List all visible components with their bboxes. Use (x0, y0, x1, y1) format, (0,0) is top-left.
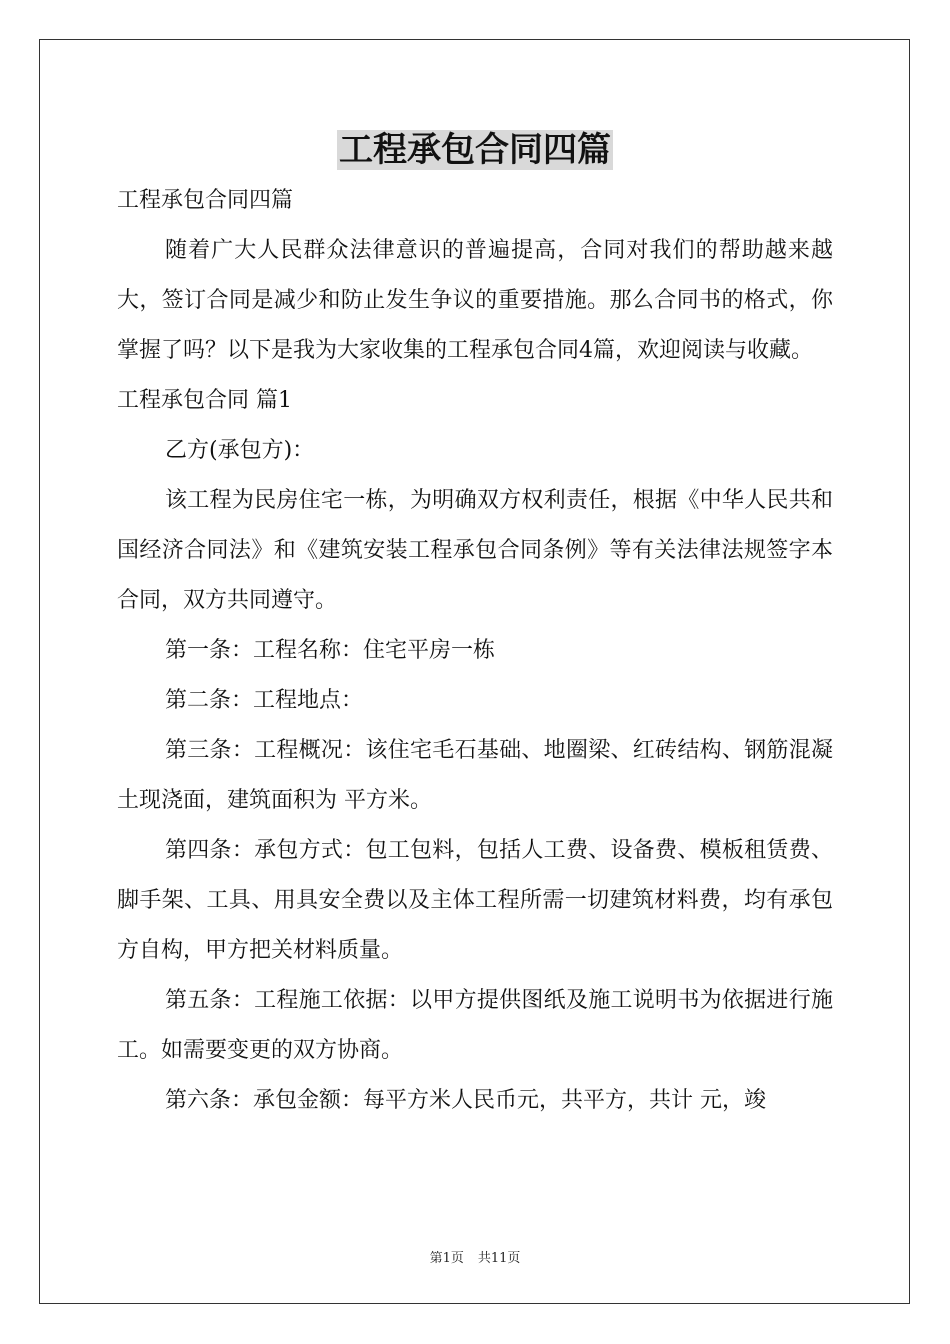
clause-2: 第二条：工程地点： (165, 688, 364, 713)
paragraph-intro: 随着广大人民群众法律意识的普遍提高，合同对我们的帮助越来越大，签订合同是减少和防止发生争议的重要措施。那么合同书的格式，你掌握了吗？以下是我为大家收集的工程承包合同4篇，欢迎阅读与收藏。 (117, 238, 833, 363)
clause-5: 第五条：工程施工依据：以甲方提供图纸及施工说明书为依据进行施工。如需要变更的双方协商。 (117, 988, 833, 1063)
paragraph-preamble: 该工程为民房住宅一栋，为明确双方权利责任，根据《中华人民共和国经济合同法》和《建筑安装工程承包合同条例》等有关法律法规签字本合同，双方共同遵守。 (117, 488, 833, 613)
page-total: 共11页 (477, 1251, 521, 1266)
clause-3: 第三条：工程概况：该住宅毛石基础、地圈梁、红砖结构、钢筋混凝土现浇面，建筑面积为 平方米。 (117, 738, 833, 813)
page-number: 第1页 (429, 1251, 464, 1266)
paragraph-party-b: 乙方(承包方)： (165, 438, 315, 463)
document-title (0, 126, 950, 174)
clause-6: 第六条：承包金额：每平方米人民币元，共平方，共计 元，竣 (165, 1088, 766, 1113)
section-heading: 工程承包合同 篇1 (117, 388, 292, 413)
paragraph-subtitle: 工程承包合同四篇 (117, 188, 294, 213)
document-body (117, 176, 833, 1126)
document-title-text: 工程承包合同四篇 (339, 130, 611, 170)
clause-4: 第四条：承包方式：包工包料，包括人工费、设备费、模板租赁费、脚手架、工具、用具安全费以及主体工程所需一切建筑材料费，均有承包方自构，甲方把关材料质量。 (117, 838, 833, 963)
page-footer (0, 1247, 950, 1266)
clause-1: 第一条：工程名称：住宅平房一栋 (165, 638, 496, 663)
